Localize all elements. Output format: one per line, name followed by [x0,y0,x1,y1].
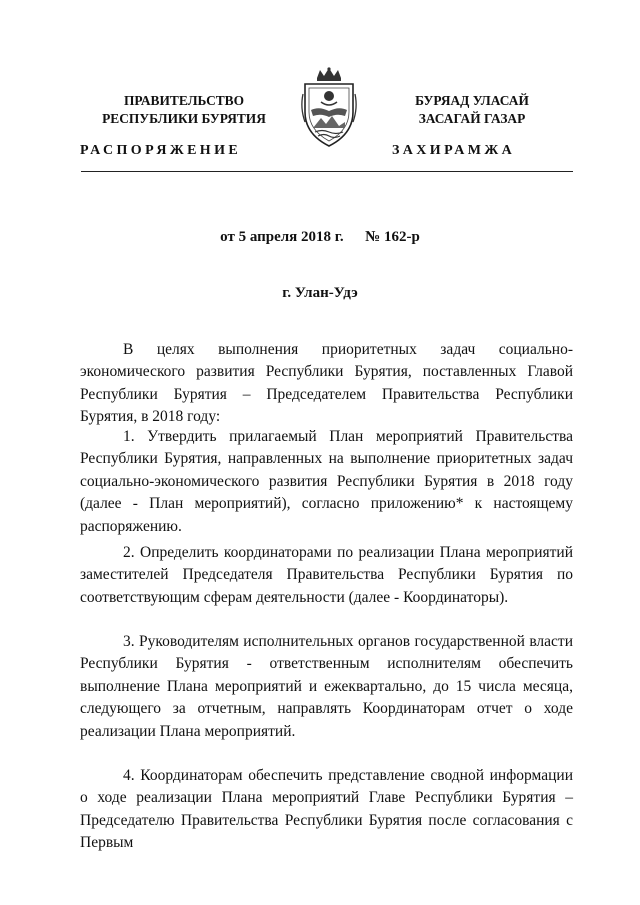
city-name: г. Улан-Удэ [282,285,358,301]
order-number: № 162-р [365,229,420,245]
header-left [84,92,284,128]
document-type-title-bua: ЗАХИРАМЖА [392,143,516,158]
order-date: от 5 апреля 2018 г. [220,229,344,245]
header-left-line2: РЕСПУБЛИКИ БУРЯТИЯ [102,111,266,126]
document-type-title-ru: РАСПОРЯЖЕНИЕ [80,143,242,158]
clause-4-paragraph: 4. Координаторам обеспечить представление сводной информации о ходе реализации Плана мероприятий Главе Республики Бурятия – Председателю Правительства Республики Бурятия после согласования с Первым [80,767,573,852]
header-right [372,92,572,128]
preamble-paragraph: В целях выполнения приоритетных задач социально-экономического развития Республики Бурятия, поставленных Главой Республики Бурятия – Председателем Правительства Республики Бурятия, в 2018 году: [80,341,573,426]
coat-of-arms-emblem [299,64,359,154]
header-right-line2: ЗАСАГАЙ ГАЗАР [418,111,526,126]
header-divider [81,171,573,172]
clause-2-paragraph: 2. Определить координаторами по реализации Плана мероприятий заместителей Председателя Правительства Республики Бурятия по соответствующим сферам деятельности (далее - Координаторы). [80,544,573,606]
order-line [0,229,640,246]
clause-1-paragraph: 1. Утвердить прилагаемый План мероприятий Правительства Республики Бурятия, направленных на выполнение приоритетных задач социально-экономического развития Республики Бурятия в 2018 году (далее - План мероприятий), согласно приложению* к настоящему распоряжению. [80,428,573,535]
clause-3-paragraph: 3. Руководителям исполнительных органов государственной власти Республики Бурятия - ответственным исполнителям обеспечить выполнение Плана мероприятий и ежеквартально, до 15 числа месяца, следующего за отчетным, направлять Координаторам отчет о ходе реализации Плана мероприятий. [80,633,573,740]
header-left-line1: ПРАВИТЕЛЬСТВО [123,93,245,108]
header-right-line1: БУРЯАД УЛАСАЙ [415,93,529,108]
